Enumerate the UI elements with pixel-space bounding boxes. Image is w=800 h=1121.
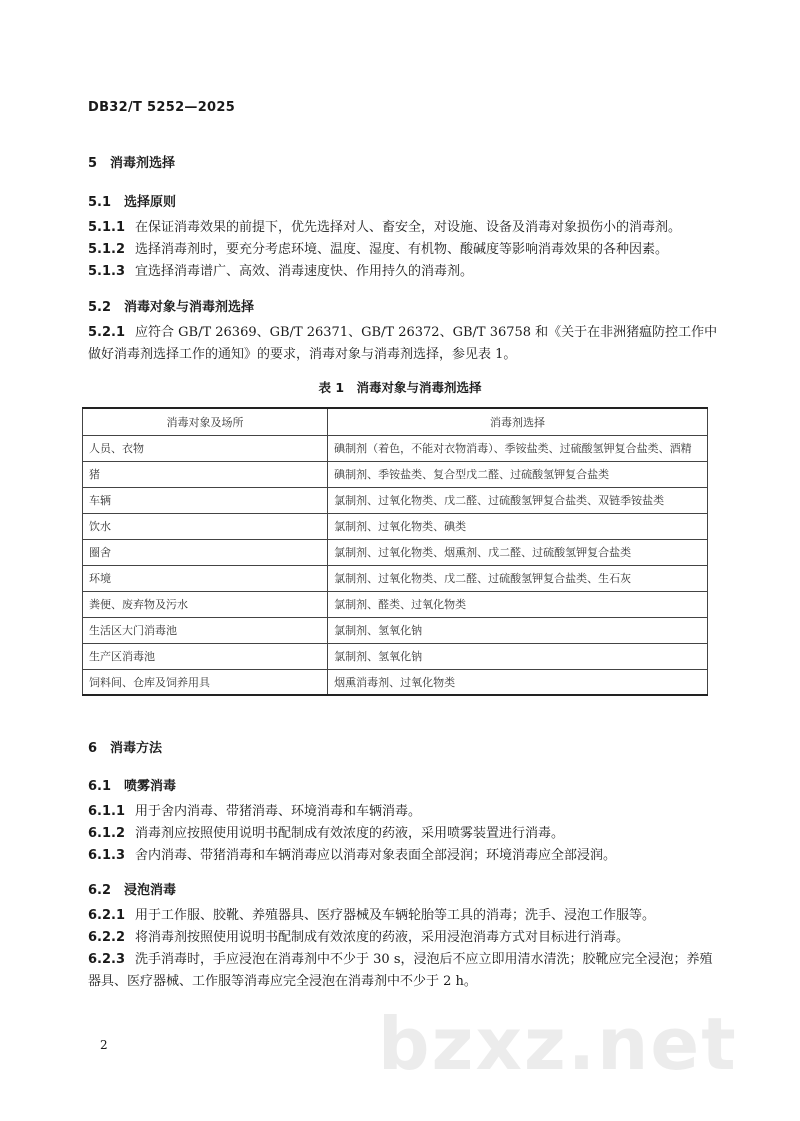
cell-object: 粪便、废弃物及污水 xyxy=(83,591,328,617)
clause-text: 应符合 GB/T 26369、GB/T 26371、GB/T 26372、GB/T 36758 和《关于在非洲猪瘟防控工作中做好消毒剂选择工作的通知》的要求，消毒对象与消毒剂选择，参见表 1。 xyxy=(88,325,718,362)
table-row xyxy=(83,539,708,565)
document-code: DB32/T 5252—2025 xyxy=(88,100,236,115)
clause-text: 将消毒剂按照使用说明书配制成有效浓度的药液，采用浸泡消毒方式对目标进行消毒。 xyxy=(135,930,630,945)
table-row xyxy=(83,487,708,513)
clause-number: 5.1.2 xyxy=(88,242,126,257)
section-5-heading: 5 消毒剂选择 xyxy=(88,156,176,171)
clause-number: 5.1.1 xyxy=(88,220,126,235)
clause-6-1-1 xyxy=(88,801,720,823)
cell-object: 生活区大门消毒池 xyxy=(83,617,328,643)
table-row xyxy=(83,669,708,695)
section-5-1-heading: 5.1 选择原则 xyxy=(88,195,177,210)
clause-number: 6.2.3 xyxy=(88,952,126,967)
clause-5-2-1 xyxy=(88,322,720,366)
clause-6-2-3 xyxy=(88,949,720,993)
cell-disinfectant: 氯制剂、醛类、过氧化物类 xyxy=(328,591,708,617)
section-5-2-heading: 5.2 消毒对象与消毒剂选择 xyxy=(88,300,255,315)
cell-disinfectant: 氯制剂、氢氧化钠 xyxy=(328,617,708,643)
clause-number: 6.2.1 xyxy=(88,908,126,923)
clause-text: 舍内消毒、带猪消毒和车辆消毒应以消毒对象表面全部浸润；环境消毒应全部浸润。 xyxy=(135,848,617,863)
cell-disinfectant: 碘制剂、季铵盐类、复合型戊二醛、过硫酸氢钾复合盐类 xyxy=(328,461,708,487)
table-row xyxy=(83,617,708,643)
clause-5-1-2 xyxy=(88,239,720,261)
cell-object: 猪 xyxy=(83,461,328,487)
clause-6-1-2 xyxy=(88,823,720,845)
clause-text: 洗手消毒时，手应浸泡在消毒剂中不少于 30 s，浸泡后不应立即用清水清洗；胶靴应完全浸泡；养殖器具、医疗器械、工作服等消毒应完全浸泡在消毒剂中不少于 2 h。 xyxy=(88,952,713,989)
section-6-2-heading: 6.2 浸泡消毒 xyxy=(88,883,177,898)
section-6-heading: 6 消毒方法 xyxy=(88,741,163,756)
cell-object: 饲料间、仓库及饲养用具 xyxy=(83,669,328,695)
table-header-row xyxy=(83,408,708,435)
clause-text: 消毒剂应按照使用说明书配制成有效浓度的药液，采用喷雾装置进行消毒。 xyxy=(135,826,565,841)
clause-6-2-2 xyxy=(88,927,720,949)
page-number: 2 xyxy=(100,1038,108,1052)
cell-disinfectant: 氯制剂、过氧化物类、戊二醛、过硫酸氢钾复合盐类、生石灰 xyxy=(328,565,708,591)
cell-disinfectant: 烟熏消毒剂、过氧化物类 xyxy=(328,669,708,695)
clause-text: 在保证消毒效果的前提下，优先选择对人、畜安全，对设施、设备及消毒对象损伤小的消毒剂。 xyxy=(135,220,682,235)
table-row xyxy=(83,461,708,487)
cell-object: 人员、衣物 xyxy=(83,435,328,461)
clause-text: 用于舍内消毒、带猪消毒、环境消毒和车辆消毒。 xyxy=(135,804,422,819)
column-header-disinfectant: 消毒剂选择 xyxy=(328,408,708,435)
clause-text: 选择消毒剂时，要充分考虑环境、温度、湿度、有机物、酸碱度等影响消毒效果的各种因素。 xyxy=(135,242,669,257)
clause-text: 用于工作服、胶靴、养殖器具、医疗器械及车辆轮胎等工具的消毒；洗手、浸泡工作服等。 xyxy=(135,908,656,923)
cell-disinfectant: 氯制剂、过氧化物类、戊二醛、过硫酸氢钾复合盐类、双链季铵盐类 xyxy=(328,487,708,513)
cell-object: 车辆 xyxy=(83,487,328,513)
cell-disinfectant: 碘制剂（着色，不能对衣物消毒）、季铵盐类、过硫酸氢钾复合盐类、酒精 xyxy=(328,435,708,461)
watermark: bzxz.net xyxy=(378,1002,738,1086)
clause-6-2-1 xyxy=(88,905,720,927)
section-6-1-heading: 6.1 喷雾消毒 xyxy=(88,779,177,794)
table-row xyxy=(83,513,708,539)
clause-number: 5.2.1 xyxy=(88,325,126,340)
cell-disinfectant: 氯制剂、过氧化物类、烟熏剂、戊二醛、过硫酸氢钾复合盐类 xyxy=(328,539,708,565)
clause-number: 6.1.1 xyxy=(88,804,126,819)
clause-text: 宜选择消毒谱广、高效、消毒速度快、作用持久的消毒剂。 xyxy=(135,264,474,279)
clause-6-1-3 xyxy=(88,845,720,867)
clause-number: 6.1.3 xyxy=(88,848,126,863)
table-1-caption: 表 1 消毒对象与消毒剂选择 xyxy=(318,380,482,395)
table-row xyxy=(83,565,708,591)
column-header-object: 消毒对象及场所 xyxy=(83,408,328,435)
cell-disinfectant: 氯制剂、氢氧化钠 xyxy=(328,643,708,669)
cell-object: 生产区消毒池 xyxy=(83,643,328,669)
clause-5-1-1 xyxy=(88,217,720,239)
table-row xyxy=(83,643,708,669)
table-1 xyxy=(82,407,708,696)
clause-5-1-3 xyxy=(88,261,720,283)
clause-number: 6.2.2 xyxy=(88,930,126,945)
cell-disinfectant: 氯制剂、过氧化物类、碘类 xyxy=(328,513,708,539)
cell-object: 饮水 xyxy=(83,513,328,539)
table-row xyxy=(83,591,708,617)
clause-number: 6.1.2 xyxy=(88,826,126,841)
clause-number: 5.1.3 xyxy=(88,264,126,279)
cell-object: 环境 xyxy=(83,565,328,591)
table-row xyxy=(83,435,708,461)
cell-object: 圈舍 xyxy=(83,539,328,565)
